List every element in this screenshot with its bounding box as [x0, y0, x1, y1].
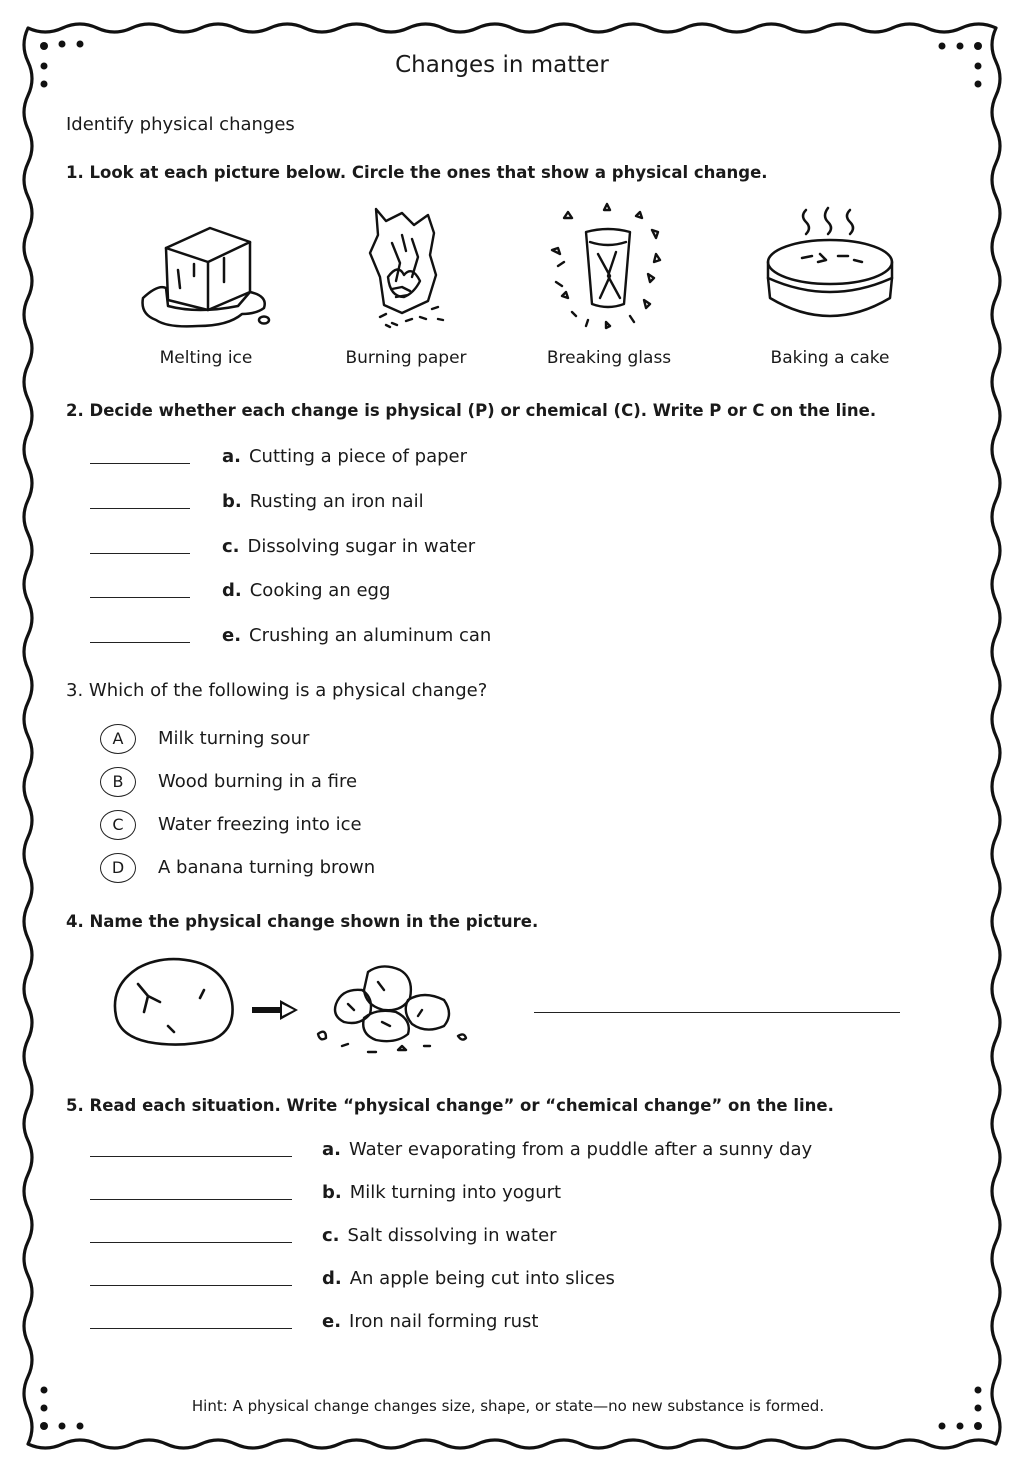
- question-2-item-c: [222, 536, 475, 557]
- question-2-item-d: [222, 580, 390, 601]
- question-5-item-d: [322, 1268, 615, 1289]
- item-text: Iron nail forming rust: [349, 1311, 539, 1332]
- item-text: Cutting a piece of paper: [248, 446, 468, 467]
- item-text: Dissolving sugar in water: [247, 536, 476, 557]
- item-text: Cooking an egg: [249, 580, 391, 601]
- item-text: Milk turning into yogurt: [349, 1182, 562, 1203]
- arrow-right-icon: [250, 996, 302, 1024]
- breaking-glass-icon[interactable]: [544, 206, 674, 336]
- answer-line-2d[interactable]: [90, 597, 190, 598]
- choice-d-text: A banana turning brown: [158, 857, 376, 878]
- item-letter: c.: [322, 1225, 340, 1246]
- picture-label-burning-paper: Burning paper: [345, 348, 467, 368]
- choice-b-bubble[interactable]: B: [100, 767, 136, 797]
- item-letter: e.: [322, 1311, 342, 1332]
- question-2-item-e: [222, 625, 491, 646]
- item-letter: d.: [322, 1268, 342, 1289]
- item-letter: a.: [222, 446, 241, 467]
- picture-label-baking-cake: Baking a cake: [770, 348, 890, 368]
- answer-line-2c[interactable]: [90, 553, 190, 554]
- page-title: Changes in matter: [395, 52, 609, 78]
- question-5-item-e: [322, 1311, 538, 1332]
- answer-line-4[interactable]: [534, 1012, 900, 1013]
- question-5-prompt: 5. Read each situation. Write “physical change” or “chemical change” on the line.: [66, 1096, 834, 1115]
- item-text: Salt dissolving in water: [347, 1225, 557, 1246]
- item-letter: b.: [222, 491, 242, 512]
- item-letter: a.: [322, 1139, 341, 1160]
- item-text: Rusting an iron nail: [249, 491, 424, 512]
- item-letter: d.: [222, 580, 242, 601]
- choice-a-text: Milk turning sour: [158, 728, 310, 749]
- item-letter: c.: [222, 536, 240, 557]
- question-3-prompt: 3. Which of the following is a physical change?: [66, 680, 488, 701]
- melting-ice-icon[interactable]: [138, 218, 278, 333]
- answer-line-5d[interactable]: [90, 1285, 292, 1286]
- item-letter: b.: [322, 1182, 342, 1203]
- question-2-item-a: [222, 446, 467, 467]
- choice-c-bubble[interactable]: C: [100, 810, 136, 840]
- rock-icon: [108, 956, 238, 1050]
- item-text: Crushing an aluminum can: [249, 625, 492, 646]
- question-2-prompt: 2. Decide whether each change is physical (P) or chemical (C). Write P or C on the line.: [66, 401, 877, 420]
- answer-line-5b[interactable]: [90, 1199, 292, 1200]
- question-2-item-b: [222, 491, 424, 512]
- choice-d-bubble[interactable]: D: [100, 853, 136, 883]
- item-text: Water evaporating from a puddle after a sunny day: [348, 1139, 813, 1160]
- answer-line-2a[interactable]: [90, 463, 190, 464]
- answer-line-2e[interactable]: [90, 642, 190, 643]
- choice-c-text: Water freezing into ice: [158, 814, 362, 835]
- answer-line-5a[interactable]: [90, 1156, 292, 1157]
- picture-label-melting-ice: Melting ice: [159, 348, 253, 368]
- hint-text: Hint: A physical change changes size, shape, or state—no new substance is formed.: [191, 1397, 825, 1415]
- item-letter: e.: [222, 625, 242, 646]
- crushed-rocks-icon: [312, 960, 472, 1056]
- baking-cake-icon[interactable]: [762, 206, 902, 334]
- section-subtitle: Identify physical changes: [66, 114, 295, 135]
- picture-label-breaking-glass: Breaking glass: [546, 348, 672, 368]
- question-1-prompt: 1. Look at each picture below. Circle the ones that show a physical change.: [66, 163, 768, 182]
- answer-line-2b[interactable]: [90, 508, 190, 509]
- question-5-item-c: [322, 1225, 557, 1246]
- burning-paper-icon[interactable]: [370, 209, 443, 327]
- question-4-prompt: 4. Name the physical change shown in the picture.: [66, 912, 539, 931]
- answer-line-5e[interactable]: [90, 1328, 292, 1329]
- question-5-item-b: [322, 1182, 561, 1203]
- choice-a-bubble[interactable]: A: [100, 724, 136, 754]
- item-text: An apple being cut into slices: [349, 1268, 615, 1289]
- answer-line-5c[interactable]: [90, 1242, 292, 1243]
- question-5-item-a: [322, 1139, 812, 1160]
- choice-b-text: Wood burning in a fire: [158, 771, 358, 792]
